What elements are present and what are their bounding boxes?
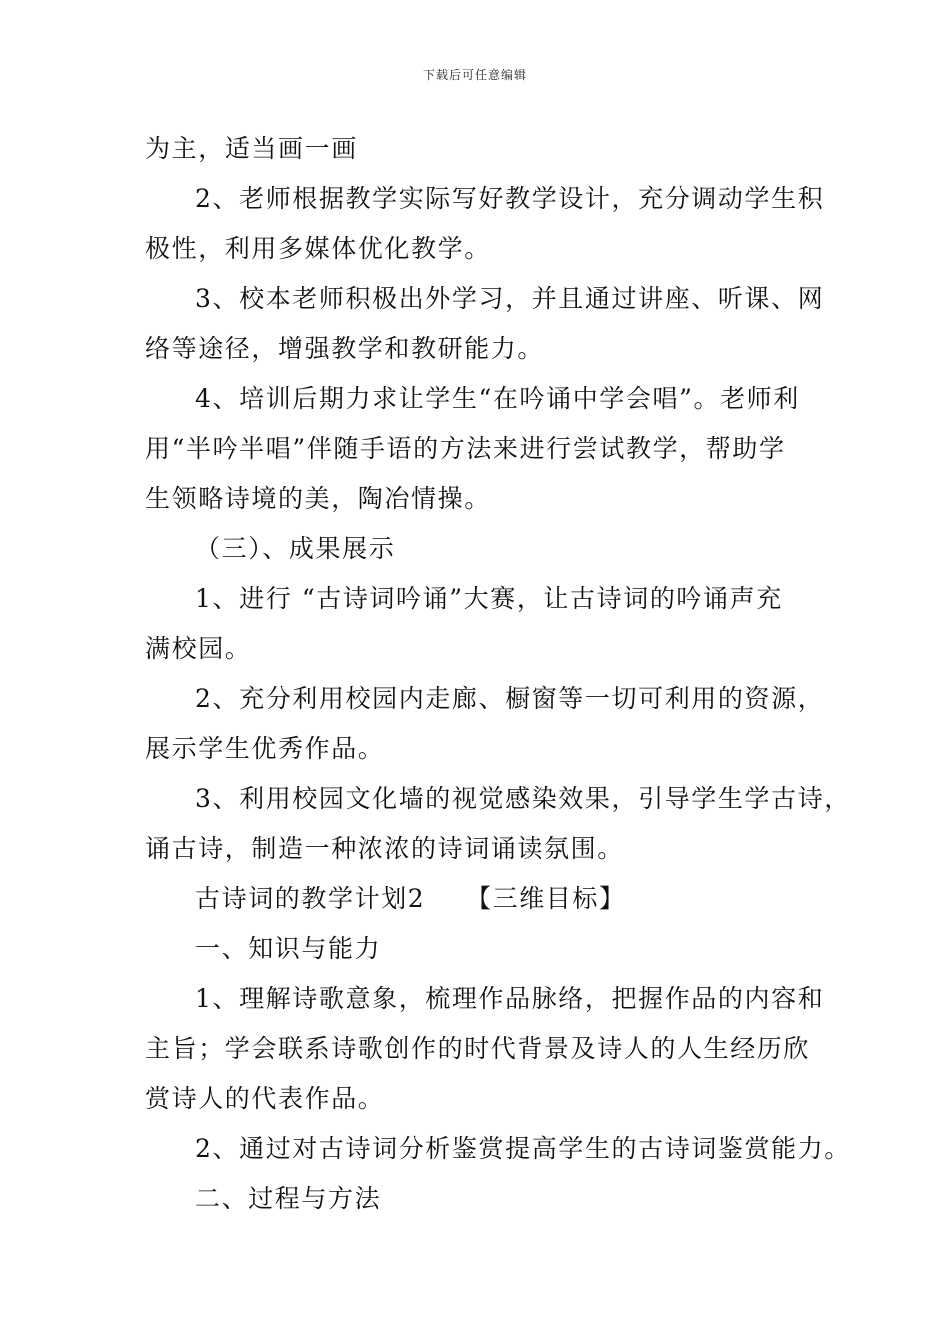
body-line: 1、理解诗歌意象，梳理作品脉络，把握作品的内容和	[195, 984, 825, 1013]
body-line: 用“半吟半唱”伴随手语的方法来进行尝试教学，帮助学	[145, 434, 786, 463]
body-line: 2、充分利用校园内走廊、橱窗等一切可利用的资源，	[195, 684, 825, 713]
body-line: 1、进行 “古诗词吟诵”大赛，让古诗词的吟诵声充	[195, 584, 783, 613]
body-line: 3、校本老师积极出外学习，并且通过讲座、听课、网	[195, 284, 825, 313]
body-line: 诵古诗，制造一种浓浓的诗词诵读氛围。	[145, 834, 624, 863]
body-line: 展示学生优秀作品。	[145, 734, 385, 763]
section-heading: （三）、成果展示	[195, 534, 396, 563]
body-line: 满校园。	[145, 634, 252, 663]
body-line: 极性，利用多媒体优化教学。	[145, 234, 491, 263]
body-line: 为主，适当画一画	[145, 134, 358, 163]
section-title: 古诗词的教学计划2 【三维目标】	[195, 884, 626, 913]
body-line: 络等途径，增强教学和教研能力。	[145, 334, 545, 363]
body-line: 2、通过对古诗词分析鉴赏提高学生的古诗词鉴赏能力。	[195, 1134, 851, 1163]
section-heading: 二、过程与方法	[195, 1184, 382, 1213]
body-line: 生领略诗境的美，陶冶情操。	[145, 484, 491, 513]
body-line: 3、利用校园文化墙的视觉感染效果，引导学生学古诗，	[195, 784, 851, 813]
section-heading: 一、知识与能力	[195, 934, 382, 963]
body-line: 4、培训后期力求让学生“在吟诵中学会唱”。老师利	[195, 384, 800, 413]
body-line: 赏诗人的代表作品。	[145, 1084, 385, 1113]
page-header: 下载后可任意编辑	[422, 68, 527, 82]
body-line: 2、老师根据教学实际写好教学设计，充分调动学生积	[195, 184, 825, 213]
body-line: 主旨；学会联系诗歌创作的时代背景及诗人的人生经历欣	[145, 1034, 811, 1063]
